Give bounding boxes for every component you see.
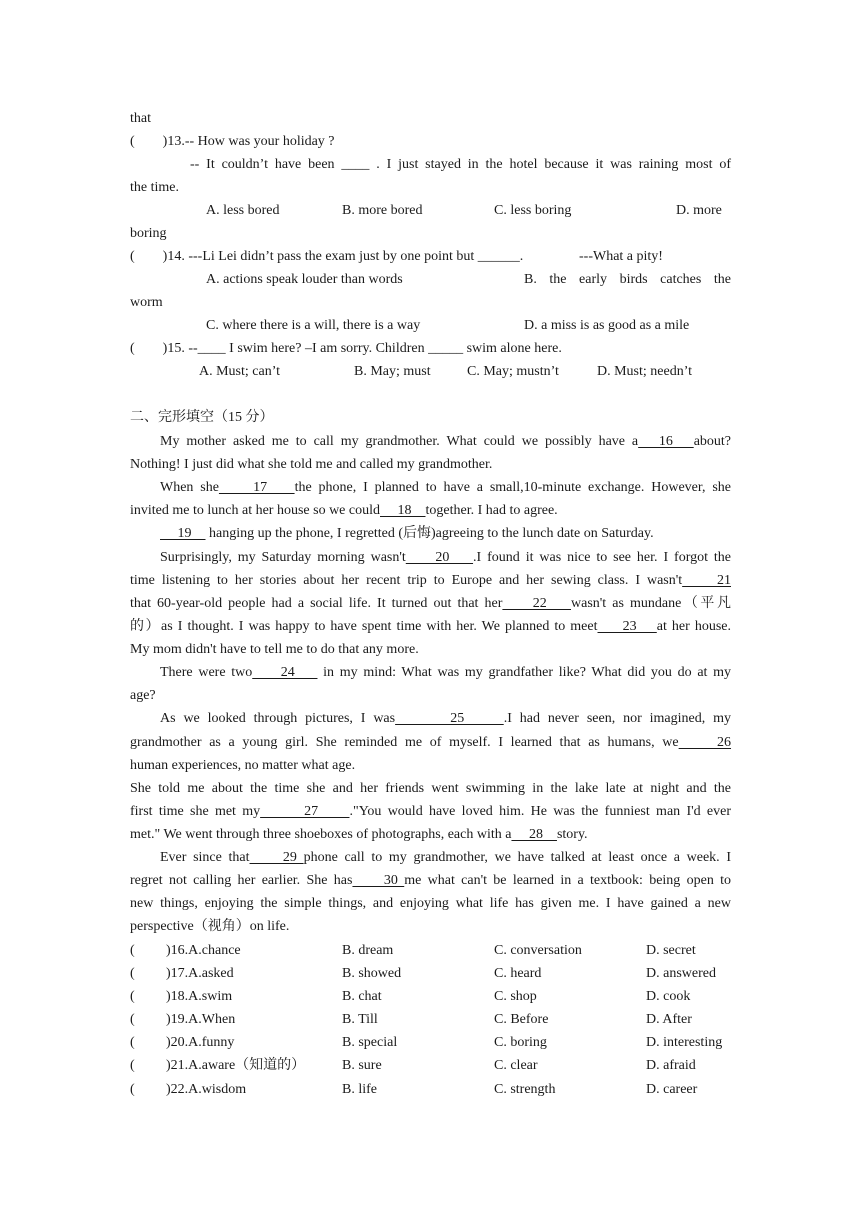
option-d: D. After bbox=[646, 1012, 692, 1027]
paragraph-line bbox=[130, 569, 731, 592]
question-text: -- It couldn’t have been ____ . I just stayed in the hotel because it was raining most of bbox=[190, 157, 731, 172]
text: grandmother as a young girl. She reminded me of myself. I learned that as humans, we bbox=[130, 735, 679, 750]
option-b: B. dream bbox=[342, 943, 394, 958]
paragraph-line: She told me about the time she and her friends went swimming in the lake late at night and the bbox=[130, 781, 731, 796]
paragraph-line: Nothing! I just did what she told me and called my grandmother. bbox=[130, 457, 493, 472]
text: in my mind: What was my grandfather like? What did you do at my bbox=[317, 665, 732, 680]
option-c: C. May; mustn’t bbox=[467, 364, 559, 379]
paragraph-line bbox=[130, 800, 731, 823]
option-b: B. sure bbox=[342, 1058, 382, 1073]
text: .I had never seen, nor imagined, my bbox=[503, 711, 731, 726]
blank-21: 21 bbox=[682, 573, 731, 588]
option-row bbox=[130, 1031, 731, 1054]
answer-paren: ( bbox=[130, 249, 135, 264]
answer-paren: ( bbox=[130, 966, 135, 981]
paragraph-line: My mom didn't have to tell me to do that any more. bbox=[130, 642, 419, 657]
text: at her house. bbox=[656, 619, 731, 634]
option-d: D. career bbox=[646, 1082, 698, 1097]
option-c: C. strength bbox=[494, 1082, 556, 1097]
text: story. bbox=[556, 827, 588, 842]
blank-27: 27 bbox=[260, 804, 350, 819]
option-row bbox=[130, 962, 731, 985]
text: When she bbox=[160, 480, 219, 495]
paragraph-line bbox=[160, 846, 731, 869]
blank-16: 16 bbox=[638, 434, 694, 449]
option-b: B. May; must bbox=[354, 364, 431, 379]
answer-paren: ( bbox=[130, 943, 135, 958]
text: Surprisingly, my Saturday morning wasn't bbox=[160, 550, 406, 565]
option-a: A. actions speak louder than words bbox=[206, 272, 403, 287]
paragraph-line: age? bbox=[130, 688, 156, 703]
paragraph-line bbox=[130, 592, 731, 615]
blank-29: 29 bbox=[249, 850, 304, 865]
paragraph-line bbox=[130, 869, 731, 892]
blank-30: 30 bbox=[352, 873, 405, 888]
option-d-wrap: boring bbox=[130, 226, 167, 241]
option-c: C. shop bbox=[494, 989, 537, 1004]
text: time listening to her stories about her recent trip to Europe and her sewing class. I wasn't bbox=[130, 573, 683, 588]
option-a: )20.A.funny bbox=[166, 1035, 235, 1050]
option-row bbox=[130, 1054, 731, 1077]
blank-26: 26 bbox=[678, 735, 732, 750]
text: .I found it was nice to see her. I forgot the bbox=[473, 550, 732, 565]
option-d: D. more bbox=[676, 203, 722, 218]
blank-25: 25 bbox=[395, 711, 504, 726]
blank-24: 24 bbox=[252, 665, 318, 680]
paragraph-line bbox=[160, 661, 731, 684]
option-a: )17.A.asked bbox=[166, 966, 234, 981]
text: hanging up the phone, I regretted (后悔)agreeing to the lunch date on Saturday. bbox=[205, 526, 654, 541]
option-d: D. Must; needn’t bbox=[597, 364, 693, 379]
option-b: B. the early birds catches the bbox=[524, 272, 731, 287]
option-d: D. a miss is as good as a mile bbox=[524, 318, 690, 333]
text: the phone, I planned to have a small,10-minute exchange. However, she bbox=[294, 480, 731, 495]
answer-paren: ( bbox=[130, 1035, 135, 1050]
option-a: )21.A.aware（知道的） bbox=[166, 1058, 306, 1073]
question-15 bbox=[130, 337, 731, 360]
paragraph-line bbox=[160, 522, 731, 545]
paragraph-line bbox=[130, 615, 731, 638]
blank-18: 18 bbox=[380, 503, 426, 518]
option-d: D. secret bbox=[646, 943, 696, 958]
answer-paren: ( bbox=[130, 989, 135, 1004]
text: met." We went through three shoeboxes of photographs, each with a bbox=[130, 827, 512, 842]
blank-17: 17 bbox=[218, 480, 295, 495]
option-row bbox=[130, 985, 731, 1008]
option-row bbox=[130, 1078, 731, 1101]
paragraph-line bbox=[160, 430, 731, 453]
option-a: A. Must; can’t bbox=[199, 364, 281, 379]
blank-20: 20 bbox=[405, 550, 474, 565]
blank-28: 28 bbox=[511, 827, 557, 842]
text: There were two bbox=[160, 665, 253, 680]
option-b: B. life bbox=[342, 1082, 377, 1097]
text: 的）as I thought. I was happy to have spent time with her. We planned to meet bbox=[130, 619, 598, 634]
answer-paren: ( bbox=[130, 134, 135, 149]
option-c: C. clear bbox=[494, 1058, 538, 1073]
option-a: A. less bored bbox=[206, 203, 280, 218]
option-c: C. where there is a will, there is a way bbox=[206, 318, 421, 333]
paragraph-line: perspective（视角）on life. bbox=[130, 919, 290, 934]
option-row bbox=[130, 1008, 731, 1031]
answer-paren: ( bbox=[130, 1012, 135, 1027]
paragraph-line bbox=[130, 499, 731, 522]
option-b: B. Till bbox=[342, 1012, 378, 1027]
question-text: the time. bbox=[130, 180, 179, 195]
text: regret not calling her earlier. She has bbox=[130, 873, 353, 888]
paragraph-line bbox=[160, 707, 731, 730]
blank-23: 23 bbox=[597, 619, 657, 634]
question-text: )14. ---Li Lei didn’t pass the exam just by one point but ______. bbox=[162, 249, 524, 264]
text: As we looked through pictures, I was bbox=[160, 711, 396, 726]
question-text: )15. --____ I swim here? –I am sorry. Children _____ swim alone here. bbox=[162, 341, 562, 356]
paragraph-line bbox=[130, 731, 731, 754]
paragraph-line: new things, enjoying the simple things, and enjoying what life has given me. I have gained a new bbox=[130, 896, 731, 911]
option-a: )16.A.chance bbox=[166, 943, 241, 958]
paragraph-line bbox=[160, 546, 731, 569]
text: Ever since that bbox=[160, 850, 250, 865]
text: invited me to lunch at her house so we could bbox=[130, 503, 380, 518]
text: ."You would have loved him. He was the funniest man I'd ever bbox=[349, 804, 731, 819]
option-c: C. Before bbox=[494, 1012, 549, 1027]
text: together. I had to agree. bbox=[425, 503, 558, 518]
text: about? bbox=[693, 434, 732, 449]
section-heading: 二、完形填空（15 分） bbox=[130, 410, 274, 425]
option-a: )19.A.When bbox=[166, 1012, 236, 1027]
blank-19: 19 bbox=[160, 526, 206, 541]
option-a: )22.A.wisdom bbox=[166, 1082, 247, 1097]
option-row bbox=[130, 939, 731, 962]
option-d: D. interesting bbox=[646, 1035, 723, 1050]
text: phone call to my grandmother, we have talked at least once a week. I bbox=[303, 850, 732, 865]
option-d: D. afraid bbox=[646, 1058, 696, 1073]
option-c: C. conversation bbox=[494, 943, 582, 958]
text: wasn't as mundane（平凡 bbox=[571, 596, 731, 611]
text: that 60-year-old people had a social life. It turned out that her bbox=[130, 596, 503, 611]
question-text: )13.-- How was your holiday ? bbox=[162, 134, 335, 149]
option-c: C. boring bbox=[494, 1035, 547, 1050]
option-b: B. more bored bbox=[342, 203, 423, 218]
answer-paren: ( bbox=[130, 341, 135, 356]
option-d: D. cook bbox=[646, 989, 691, 1004]
option-a: )18.A.swim bbox=[166, 989, 233, 1004]
option-b: B. showed bbox=[342, 966, 402, 981]
text: My mother asked me to call my grandmother. What could we possibly have a bbox=[160, 434, 639, 449]
option-c: C. heard bbox=[494, 966, 542, 981]
option-d: D. answered bbox=[646, 966, 716, 981]
option-b: B. special bbox=[342, 1035, 398, 1050]
text: first time she met my bbox=[130, 804, 261, 819]
answer-paren: ( bbox=[130, 1058, 135, 1073]
reply-text: ---What a pity! bbox=[579, 249, 663, 264]
question-13 bbox=[130, 130, 731, 153]
option-c: C. less boring bbox=[494, 203, 572, 218]
text: me what can't be learned in a textbook: being open to bbox=[404, 873, 732, 888]
text-line: that bbox=[130, 111, 151, 126]
paragraph-line bbox=[130, 823, 731, 846]
answer-paren: ( bbox=[130, 1082, 135, 1097]
paragraph-line bbox=[160, 476, 731, 499]
option-b: B. chat bbox=[342, 989, 382, 1004]
option-b-wrap: worm bbox=[130, 295, 163, 310]
paragraph-line: human experiences, no matter what age. bbox=[130, 758, 356, 773]
blank-22: 22 bbox=[502, 596, 571, 611]
